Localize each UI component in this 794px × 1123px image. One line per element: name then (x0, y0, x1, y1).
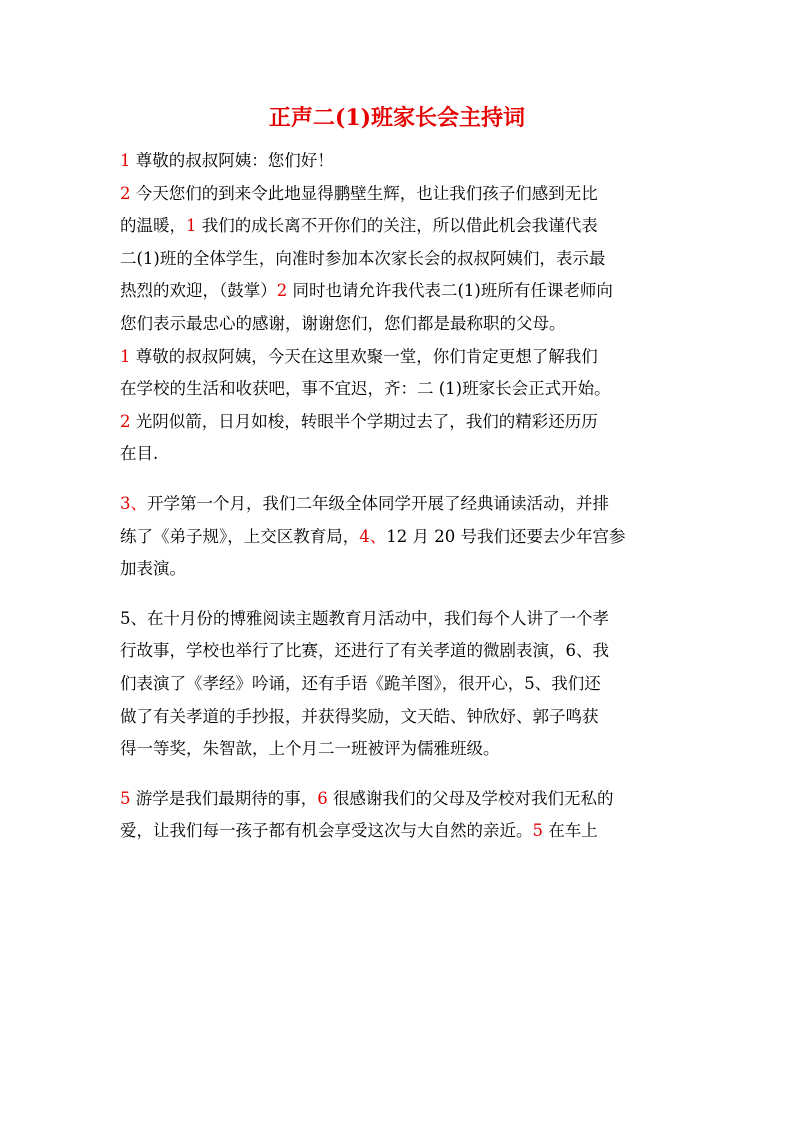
speaker-marker: 5 (120, 788, 136, 808)
text-segment: 尊敬的叔叔阿姨：您们好！ (135, 151, 334, 170)
text-line (120, 210, 680, 243)
text-line (120, 521, 680, 554)
text-segment: 做了有关孝道的手抄报，并获得奖励，文天皓、钟欣妤、郭子鸣获 (120, 706, 599, 726)
text-segment: 同时也请允许我代表二(1)班所有任课老师向 (292, 281, 613, 301)
text-segment: 12 月 20 号我们还要去少年宫参 (386, 526, 626, 546)
text-line (120, 406, 680, 439)
speaker-marker: 2 (120, 411, 136, 431)
text-segment: 爱，让我们每一孩子都有机会享受这次与大自然的亲近。 (120, 821, 533, 841)
text-segment: 热烈的欢迎，（鼓掌） (120, 281, 277, 301)
text-line (120, 308, 680, 341)
text-line (120, 783, 680, 816)
text-segment: 加表演。 (120, 559, 186, 579)
text-segment: 的温暖， (120, 216, 186, 236)
text-segment: 在目. (120, 444, 159, 464)
text-segment: 行故事，学校也举行了比赛，还进行了有关孝道的微剧表演，6、我 (120, 641, 609, 661)
text-segment: 游学是我们最期待的事， (135, 788, 318, 808)
text-segment: 5、在十月份的博雅阅读主题教育月活动中，我们每个人讲了一个孝 (120, 608, 609, 628)
text-line (120, 438, 680, 471)
text-line (120, 145, 680, 178)
text-line (120, 275, 680, 308)
text-segment: 光阴似箭，日月如梭，转眼半个学期过去了，我们的精彩还历历 (135, 411, 598, 431)
text-segment: 们表演了《孝经》吟诵，还有手语《跪羊图》，很开心，5、我们还 (120, 673, 601, 693)
text-line (120, 635, 680, 668)
text-line (120, 341, 680, 374)
text-line (120, 488, 680, 521)
text-segment: 在车上 (548, 821, 598, 841)
text-segment: 我们的成长离不开你们的关注，所以借此机会我谨代表 (201, 216, 598, 236)
text-line (120, 733, 680, 766)
text-segment: 练了《弟子规》，上交区教育局， (120, 526, 360, 546)
text-line (120, 815, 680, 848)
text-line (120, 668, 680, 701)
text-line (120, 178, 680, 211)
document-body (120, 145, 680, 848)
text-segment: 开学第一个月，我们二年级全体同学开展了经典诵读活动，并排 (147, 493, 609, 513)
text-segment: 在学校的生活和收获吧，事不宜迟，齐：二 (1)班家长会正式开始。 (120, 379, 611, 399)
text-segment: 今天您们的到来令此地显得鹏壁生辉，也让我们孩子们感到无比 (135, 183, 598, 203)
text-line (120, 701, 680, 734)
text-line (120, 603, 680, 636)
text-segment: 很感谢我们的父母及学校对我们无私的 (333, 788, 614, 808)
speaker-marker: 4、 (359, 526, 387, 546)
speaker-marker: 1 (120, 346, 136, 366)
text-line (120, 553, 680, 586)
page-title: 正声二(1)班家长会主持词 (268, 105, 526, 131)
text-line (120, 243, 680, 276)
speaker-marker: 3、 (120, 493, 147, 513)
speaker-marker: 2 (120, 183, 136, 203)
speaker-marker: 5 (532, 821, 549, 841)
speaker-marker: 1 (186, 216, 202, 236)
speaker-marker: 1 (120, 151, 136, 170)
text-segment: 您们表示最忠心的感谢，谢谢您们，您们都是最称职的父母。 (120, 313, 566, 333)
text-segment: 二(1)班的全体学生，向准时参加本次家长会的叔叔阿姨们，表示最 (120, 248, 606, 268)
text-line (120, 373, 680, 406)
text-segment: 尊敬的叔叔阿姨，今天在这里欢聚一堂，你们肯定更想了解我们 (135, 346, 598, 366)
speaker-marker: 2 (276, 281, 293, 301)
speaker-marker: 6 (317, 788, 333, 808)
text-segment: 得一等奖，朱智歆，上个月二一班被评为儒雅班级。 (120, 739, 500, 759)
